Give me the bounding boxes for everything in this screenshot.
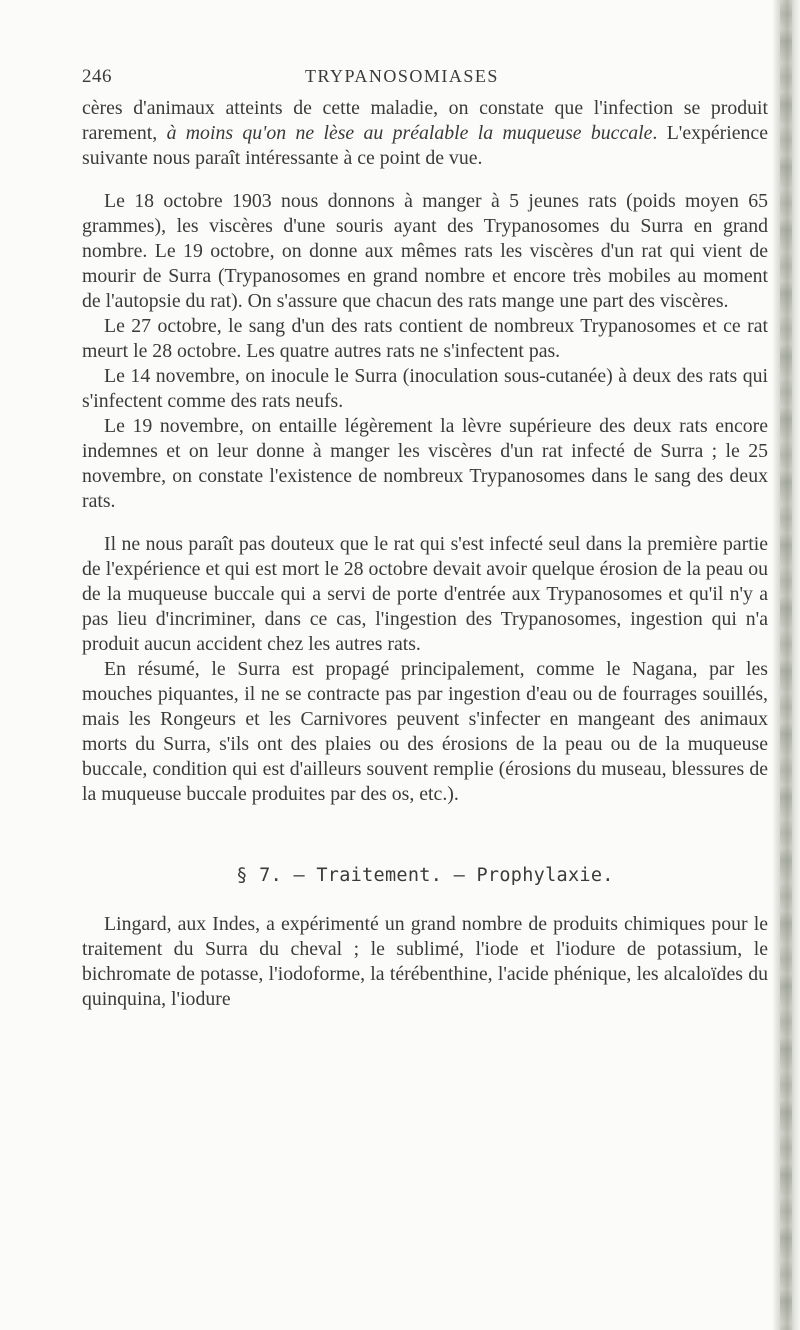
paragraph-interpretation: Il ne nous paraît pas douteux que le rat qui s'est infecté seul dans la première partie de l'expérience et qui est mort le 28 octobre devait avoir quelque érosion de la peau ou de la muqueuse buccale qui a servi de porte d'entrée aux Trypanosomes et qu'il n'y a pas lieu d'incriminer, dans ce cas, l'ingestion des Trypanosomes, ingestion qui n'a produit aucun accident chez les autres rats. (82, 533, 768, 655)
paragraph-continuation (82, 96, 768, 171)
paragraph-experiment-nov-14: Le 14 novembre, on inocule le Surra (inoculation sous-cutanée) à deux des rats qui s'infectent comme des rats neufs. (82, 365, 768, 412)
paragraph-text: cères d'animaux atteints de cette maladie, on constate que l'infection se produit rarement, (82, 97, 768, 144)
paragraph-summary: En résumé, le Surra est propagé principalement, comme le Nagana, par les mouches piquantes, il ne se contracte pas par ingestion d'eau ou de fourrages souillés, mais les Rongeurs et les Carnivores peuvent s'infecter en mangeant des animaux morts du Surra, s'ils ont des plaies ou des érosions de la peau ou de la muqueuse buccale, condition qui est d'ailleurs souvent remplie (érosions du museau, blessures de la muqueuse buccale produites par des os, etc.). (82, 658, 768, 805)
paragraph-treatment: Lingard, aux Indes, a expérimenté un grand nombre de produits chimiques pour le traitement du Surra du cheval ; le sublimé, l'iode et l'iodure de potassium, le bichromate de potasse, l'iodoforme, la térébenthine, l'acide phénique, les alcaloïdes du quinquina, l'iodure (82, 913, 768, 1010)
paragraph-experiment-oct-18: Le 18 octobre 1903 nous donnons à manger à 5 jeunes rats (poids moyen 65 grammes), les viscères d'une souris ayant des Trypanosomes du Surra en grand nombre. Le 19 octobre, on donne aux mêmes rats les viscères d'un rat qui vient de mourir de Surra (Trypanosomes en grand nombre et encore très mobiles au moment de l'autopsie du rat). On s'assure que chacun des rats mange une part des viscères. (82, 190, 768, 312)
page-number: 246 (82, 66, 112, 87)
running-head: TRYPANOSOMIASES (305, 66, 499, 86)
paragraph-experiment-oct-27: Le 27 octobre, le sang d'un des rats contient de nombreux Trypanosomes et ce rat meurt le 28 octobre. Les quatre autres rats ne s'infectent pas. (82, 315, 768, 362)
italic-phrase: à moins qu'on ne lèse au préalable la muqueuse buccale (166, 122, 653, 144)
page-edge-stain (780, 0, 792, 1330)
paragraph-text: . L'expérience suivante nous paraît intéressante à ce point de vue. (82, 122, 768, 169)
page-header (82, 66, 722, 94)
body-text (82, 96, 768, 1012)
section-heading: § 7. — Traitement. — Prophylaxie. (236, 865, 614, 886)
paragraph-experiment-nov-19: Le 19 novembre, on entaille légèrement la lèvre supérieure des deux rats encore indemnes et on leur donne à manger les viscères d'un rat infecté de Surra ; le 25 novembre, on constate l'existence de nombreux Trypanosomes dans le sang des deux rats. (82, 415, 768, 512)
